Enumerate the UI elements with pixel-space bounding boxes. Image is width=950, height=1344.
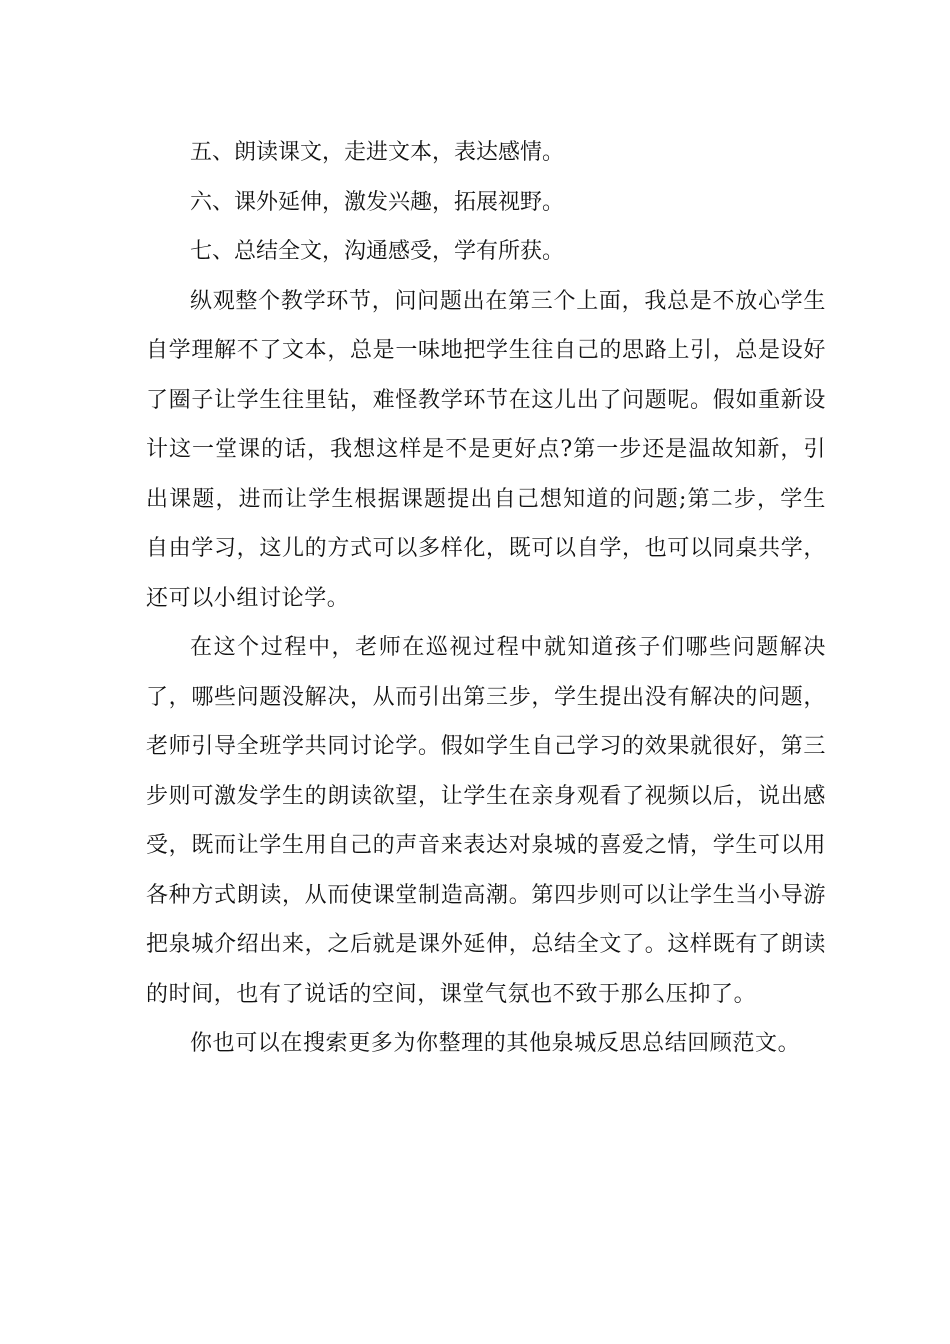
list-item-6: 六、课外延伸，激发兴趣，拓展视野。 (190, 189, 565, 215)
paragraph-closing: 你也可以在搜索更多为你整理的其他泉城反思总结回顾范文。 (190, 1031, 801, 1056)
list-item-5: 五、朗读课文，走进文本，表达感情。 (190, 140, 565, 165)
document-body (146, 128, 826, 1069)
paragraph-process: 在这个过程中，老师在巡视过程中就知道孩子们哪些问题解决了，哪些问题没解决，从而引出第三步，学生提出没有解决的问题，老师引导全班学共同讨论学。假如学生自己学习的效果就很好，第三步则可激发学生的朗读欲望，让学生在亲身观看了视频以后，说出感受，既而让学生用自己的声音来表达对泉城的喜爱之情，学生可以用各种方式朗读，从而使课堂制造高潮。第四步则可以让学生当小导游把泉城介绍出来，之后就是课外延伸，总结全文了。这样既有了朗读的时间，也有了说话的空间，课堂气氛也不致于那么压抑了。 (146, 635, 826, 1007)
paragraph-reflection: 纵观整个教学环节，问问题出在第三个上面，我总是不放心学生自学理解不了文本，总是一味地把学生往自己的思路上引，总是设好了圈子让学生往里钻，难怪教学环节在这儿出了问题呢。假如重新设计这一堂课的话，我想这样是不是更好点?第一步还是温故知新，引出课题，进而让学生根据课题提出自己想知道的问题;第二步，学生自由学习，这儿的方式可以多样化，既可以自学，也可以同桌共学，还可以小组讨论学。 (146, 288, 826, 611)
list-item-7: 七、总结全文，沟通感受，学有所获。 (190, 239, 565, 264)
